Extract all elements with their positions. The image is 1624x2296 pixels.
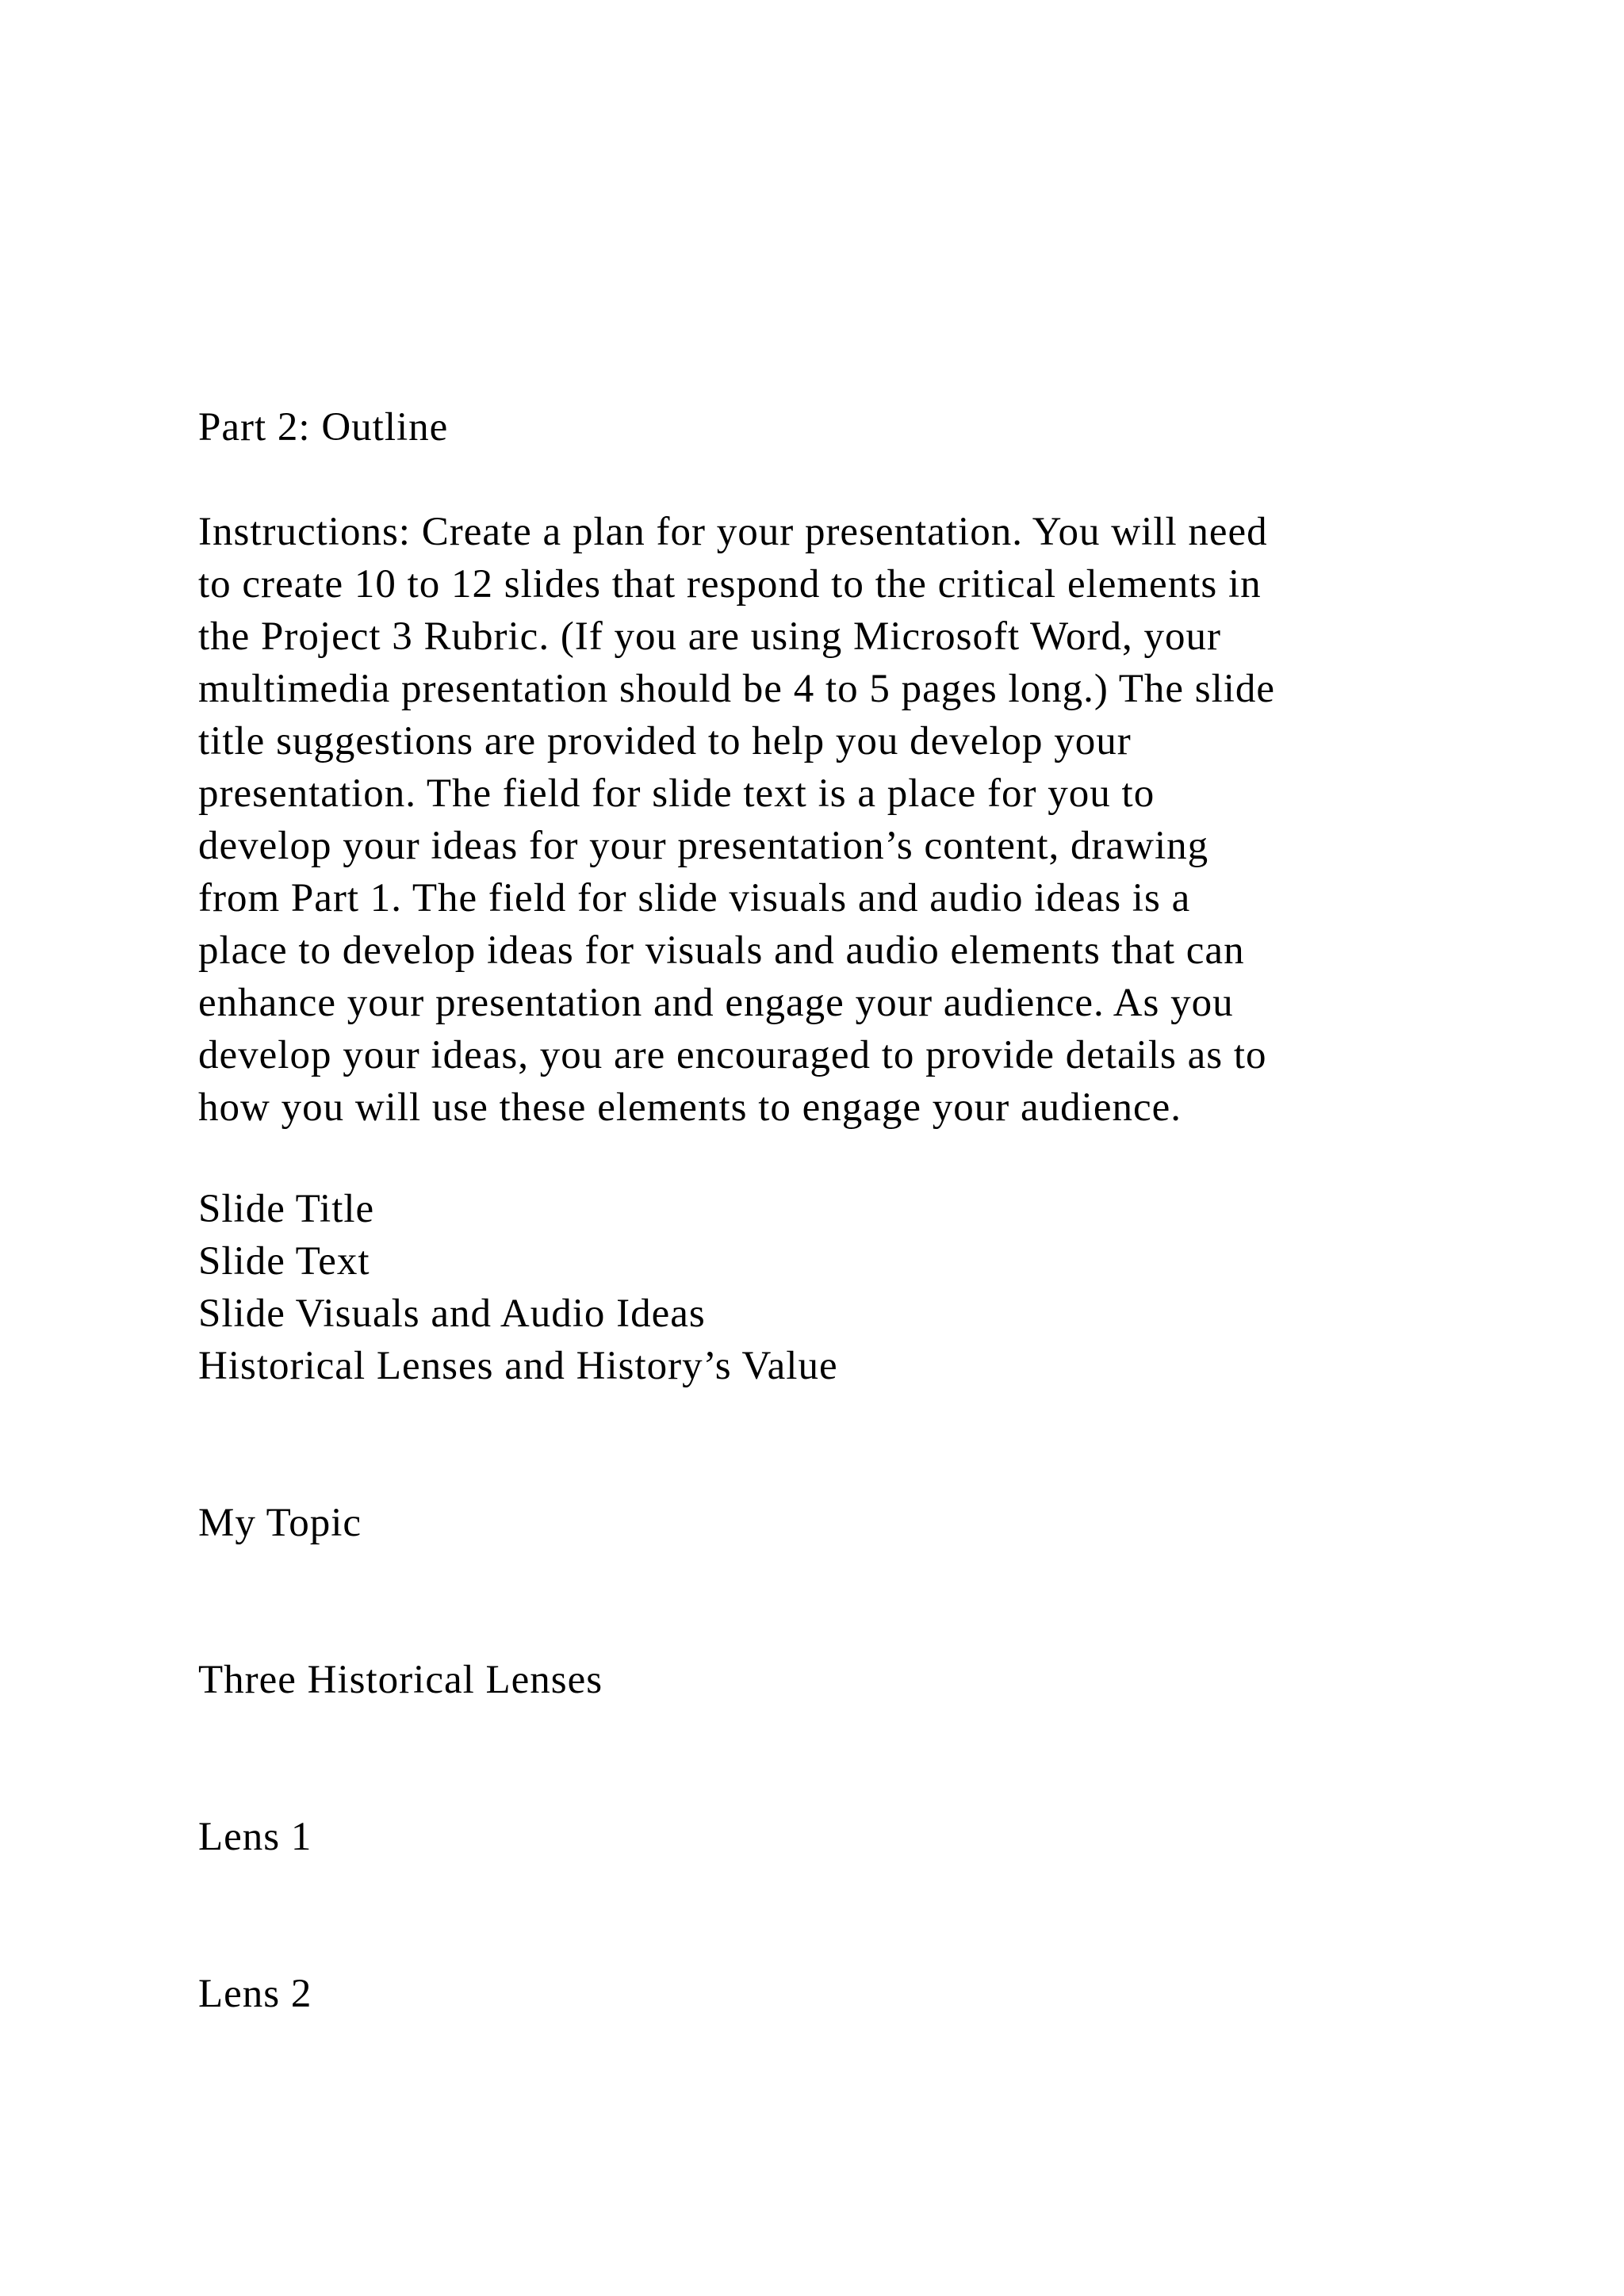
instructions-line: Instructions: Create a plan for your presentation. You will need [198,510,1268,554]
instructions-line: multimedia presentation should be 4 to 5 pages long.) The slide [198,667,1276,711]
instructions-line: the Project 3 Rubric. (If you are using Microsoft Word, your [198,614,1222,659]
section-heading: Part 2: Outline [198,405,449,450]
row-label-lens-1: Lens 1 [198,1815,312,1859]
instructions-line: develop your ideas, you are encouraged to provide details as to [198,1033,1267,1077]
instructions-line: enhance your presentation and engage your audience. As you [198,981,1234,1025]
column-header-visuals-audio: Slide Visuals and Audio Ideas [198,1292,706,1336]
row-label-three-lenses: Three Historical Lenses [198,1658,603,1702]
row-label-lens-2: Lens 2 [198,1972,312,2016]
column-header-slide-text: Slide Text [198,1239,370,1284]
instructions-paragraph [198,506,1275,1134]
instructions-line: develop your ideas for your presentation’s content, drawing [198,824,1209,868]
instructions-line: title suggestions are provided to help you develop your [198,719,1132,763]
instructions-line: presentation. The field for slide text is a place for you to [198,771,1155,816]
row-label-historical-lenses-value: Historical Lenses and History’s Value [198,1344,838,1388]
column-header-slide-title: Slide Title [198,1187,375,1231]
instructions-line: from Part 1. The field for slide visuals and audio ideas is a [198,876,1191,920]
row-label-my-topic: My Topic [198,1501,362,1545]
instructions-line: to create 10 to 12 slides that respond to the critical elements in [198,562,1262,607]
instructions-line: place to develop ideas for visuals and audio elements that can [198,928,1245,973]
instructions-line: how you will use these elements to engage your audience. [198,1085,1182,1130]
